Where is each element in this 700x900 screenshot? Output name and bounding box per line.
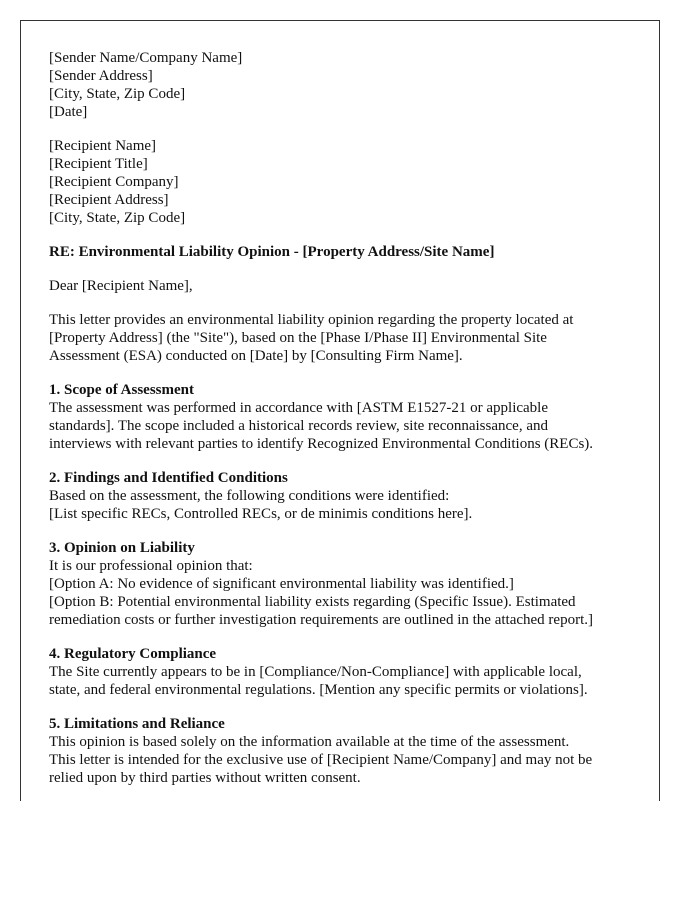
section-heading: 3. Opinion on Liability	[49, 540, 195, 556]
section-line: This letter is intended for the exclusive use of [Recipient Name/Company] and may not be	[49, 752, 593, 768]
sender-name: [Sender Name/Company Name]	[49, 50, 243, 66]
section-line: This opinion is based solely on the information available at the time of the assessment.	[49, 734, 570, 750]
recipient-city-state-zip: [City, State, Zip Code]	[49, 210, 186, 226]
intro-paragraph	[49, 311, 639, 365]
section-line: [Option B: Potential environmental liability exists regarding (Specific Issue). Estimated	[49, 594, 576, 610]
letter-content	[49, 49, 639, 803]
section-line: The Site currently appears to be in [Compliance/Non-Compliance] with applicable local,	[49, 664, 582, 680]
recipient-block	[49, 137, 639, 227]
section-findings	[49, 469, 639, 523]
section-regulatory-compliance	[49, 645, 639, 699]
section-heading: 5. Limitations and Reliance	[49, 716, 225, 732]
section-scope-of-assessment	[49, 381, 639, 453]
section-heading: 4. Regulatory Compliance	[49, 646, 217, 662]
letter-page	[20, 20, 660, 801]
recipient-company: [Recipient Company]	[49, 174, 179, 190]
section-line: relied upon by third parties without written consent.	[49, 770, 361, 786]
section-limitations-and-reliance	[49, 715, 639, 787]
section-line: It is our professional opinion that:	[49, 558, 253, 574]
section-line: standards]. The scope included a historical records review, site reconnaissance, and	[49, 418, 548, 434]
sender-block	[49, 49, 639, 121]
recipient-title: [Recipient Title]	[49, 156, 148, 172]
intro-line: Assessment (ESA) conducted on [Date] by [Consulting Firm Name].	[49, 348, 463, 364]
recipient-address: [Recipient Address]	[49, 192, 169, 208]
recipient-name: [Recipient Name]	[49, 138, 157, 154]
sender-date: [Date]	[49, 104, 88, 120]
salutation: Dear [Recipient Name],	[49, 278, 193, 294]
section-line: state, and federal environmental regulations. [Mention any specific permits or violations].	[49, 682, 588, 698]
section-line: The assessment was performed in accordance with [ASTM E1527-21 or applicable	[49, 400, 549, 416]
section-line: [List specific RECs, Controlled RECs, or de minimis conditions here].	[49, 506, 473, 522]
section-line: [Option A: No evidence of significant environmental liability was identified.]	[49, 576, 514, 592]
section-line: remediation costs or further investigation requirements are outlined in the attached report.]	[49, 612, 593, 628]
intro-line: [Property Address] (the "Site"), based on the [Phase I/Phase II] Environmental Site	[49, 330, 547, 346]
subject-line: RE: Environmental Liability Opinion - [Property Address/Site Name]	[49, 244, 495, 260]
section-opinion-on-liability	[49, 539, 639, 629]
section-line: interviews with relevant parties to identify Recognized Environmental Conditions (RECs).	[49, 436, 594, 452]
section-heading: 1. Scope of Assessment	[49, 382, 194, 398]
section-line: Based on the assessment, the following conditions were identified:	[49, 488, 450, 504]
sender-address: [Sender Address]	[49, 68, 153, 84]
section-heading: 2. Findings and Identified Conditions	[49, 470, 288, 486]
intro-line: This letter provides an environmental liability opinion regarding the property located at	[49, 312, 574, 328]
sender-city-state-zip: [City, State, Zip Code]	[49, 86, 186, 102]
